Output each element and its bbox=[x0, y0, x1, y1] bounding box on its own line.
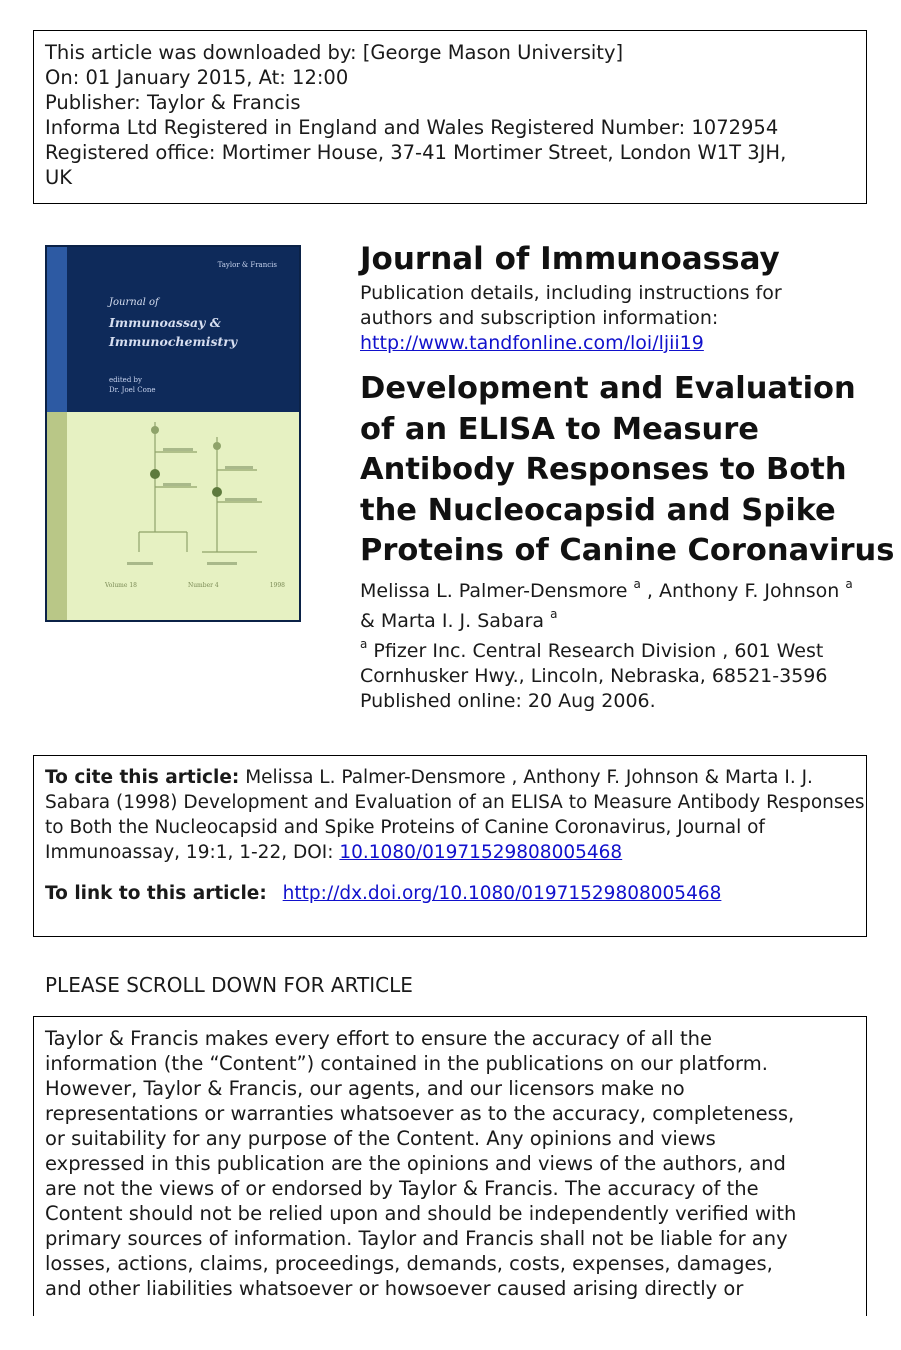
disclaimer-line: are not the views of or endorsed by Taylor & Francis. The accuracy of the bbox=[45, 1177, 759, 1200]
article-title-line: of an ELISA to Measure bbox=[360, 411, 759, 447]
cover-spine-lower bbox=[47, 412, 67, 620]
disclaimer-line: or suitability for any purpose of the Content. Any opinions and views bbox=[45, 1127, 716, 1150]
publication-details bbox=[360, 281, 830, 356]
disclaimer-line: losses, actions, claims, proceedings, demands, costs, expenses, damages, bbox=[45, 1252, 773, 1275]
affiliation-line bbox=[360, 636, 880, 664]
download-line: On: 01 January 2015, At: 12:00 bbox=[45, 66, 349, 89]
disclaimer-line: information (the “Content”) contained in the publications on our platform. bbox=[45, 1052, 768, 1075]
cover-volume: Volume 18 bbox=[105, 582, 137, 589]
disclaimer-line: Content should not be relied upon and should be independently verified with bbox=[45, 1202, 797, 1225]
article-title-line: Antibody Responses to Both bbox=[360, 452, 847, 487]
publication-details-line: Publication details, including instructions for bbox=[360, 282, 782, 304]
cover-diagram-icon bbox=[67, 412, 301, 622]
cover-footer bbox=[105, 582, 285, 589]
journal-url-link[interactable]: http://www.tandfonline.com/loi/ljii19 bbox=[360, 332, 704, 354]
citation-text bbox=[45, 765, 865, 865]
cover-number: Number 4 bbox=[187, 582, 219, 589]
cover-editor: Dr. Joel Cone bbox=[109, 386, 156, 394]
article-title-line: Development and Evaluation bbox=[360, 371, 856, 406]
download-line: Publisher: Taylor & Francis bbox=[45, 91, 301, 114]
author-name: Melissa L. Palmer-Densmore bbox=[360, 580, 628, 602]
article-title-line: Proteins of Canine Coronavirus bbox=[360, 533, 895, 568]
article-link-line bbox=[45, 881, 855, 906]
cover-title bbox=[109, 313, 237, 351]
article-url-link[interactable]: http://dx.doi.org/10.1080/01971529808005468 bbox=[282, 883, 722, 904]
doi-link[interactable]: 10.1080/01971529808005468 bbox=[339, 842, 623, 863]
cover-title-line2: Immunoassay & bbox=[109, 315, 221, 330]
download-line: This article was downloaded by: [George Mason University] bbox=[45, 41, 624, 64]
disclaimer-line: primary sources of information. Taylor and Francis shall not be liable for any bbox=[45, 1227, 788, 1250]
citation-text-part: Immunoassay, 19:1, 1-22, DOI: bbox=[45, 842, 340, 863]
citation-line bbox=[45, 840, 855, 865]
authors-line bbox=[360, 576, 870, 606]
affiliation-marker: a bbox=[845, 576, 853, 591]
journal-title: Journal of Immunoassay bbox=[360, 241, 780, 277]
citation-box bbox=[33, 755, 867, 937]
citation-line: to Both the Nucleocapsid and Spike Proteins of Canine Coronavirus, Journal of bbox=[45, 817, 765, 838]
affiliation bbox=[360, 636, 880, 714]
disclaimer-box bbox=[33, 1016, 867, 1316]
cover-publisher-mark: Taylor & Francis bbox=[217, 261, 277, 269]
download-info-box bbox=[33, 30, 867, 204]
disclaimer-line: Taylor & Francis makes every effort to ensure the accuracy of all the bbox=[45, 1027, 712, 1050]
scroll-notice: PLEASE SCROLL DOWN FOR ARTICLE bbox=[45, 973, 413, 997]
download-line: UK bbox=[45, 166, 73, 189]
cover-editor-block bbox=[109, 375, 156, 395]
article-title-line: the Nucleocapsid and Spike bbox=[360, 492, 836, 528]
link-label: To link to this article: bbox=[45, 883, 267, 904]
disclaimer-line: expressed in this publication are the opinions and views of the authors, and bbox=[45, 1152, 786, 1175]
citation-text-part: Melissa L. Palmer-Densmore , Anthony F. Johnson & Marta I. J. bbox=[239, 767, 813, 788]
cover-edited-by: edited by bbox=[109, 376, 142, 384]
affiliation-marker: a bbox=[633, 576, 641, 591]
affiliation-marker: a bbox=[550, 606, 558, 621]
citation-line bbox=[45, 765, 855, 790]
disclaimer-line: and other liabilities whatsoever or howsoever caused arising directly or bbox=[45, 1277, 744, 1300]
disclaimer-line: However, Taylor & Francis, our agents, and our licensors make no bbox=[45, 1077, 685, 1100]
publication-details-line: authors and subscription information: bbox=[360, 307, 719, 329]
author-name: , Anthony F. Johnson bbox=[646, 580, 840, 602]
affiliation-marker: a bbox=[360, 636, 368, 651]
cover-title-line3: Immunochemistry bbox=[109, 334, 238, 349]
download-line: Registered office: Mortimer House, 37-41 Mortimer Street, London W1T 3JH, bbox=[45, 141, 787, 164]
authors-line bbox=[360, 606, 870, 636]
cite-label: To cite this article: bbox=[45, 767, 240, 788]
affiliation-text: Pfizer Inc. Central Research Division , 601 West bbox=[373, 640, 824, 662]
affiliation-line: Cornhusker Hwy., Lincoln, Nebraska, 68521-3596 bbox=[360, 665, 828, 687]
download-line: Informa Ltd Registered in England and Wales Registered Number: 1072954 bbox=[45, 116, 779, 139]
cover-title-line1: Journal of bbox=[109, 297, 159, 308]
published-date: Published online: 20 Aug 2006. bbox=[360, 690, 656, 712]
journal-cover-image bbox=[45, 245, 301, 622]
citation-line: Sabara (1998) Development and Evaluation of an ELISA to Measure Antibody Responses bbox=[45, 792, 865, 813]
disclaimer-line: representations or warranties whatsoever as to the accuracy, completeness, bbox=[45, 1102, 795, 1125]
cover-year: 1998 bbox=[269, 582, 285, 589]
authors bbox=[360, 576, 870, 636]
article-title bbox=[360, 369, 895, 572]
author-name: & Marta I. J. Sabara bbox=[360, 610, 545, 632]
